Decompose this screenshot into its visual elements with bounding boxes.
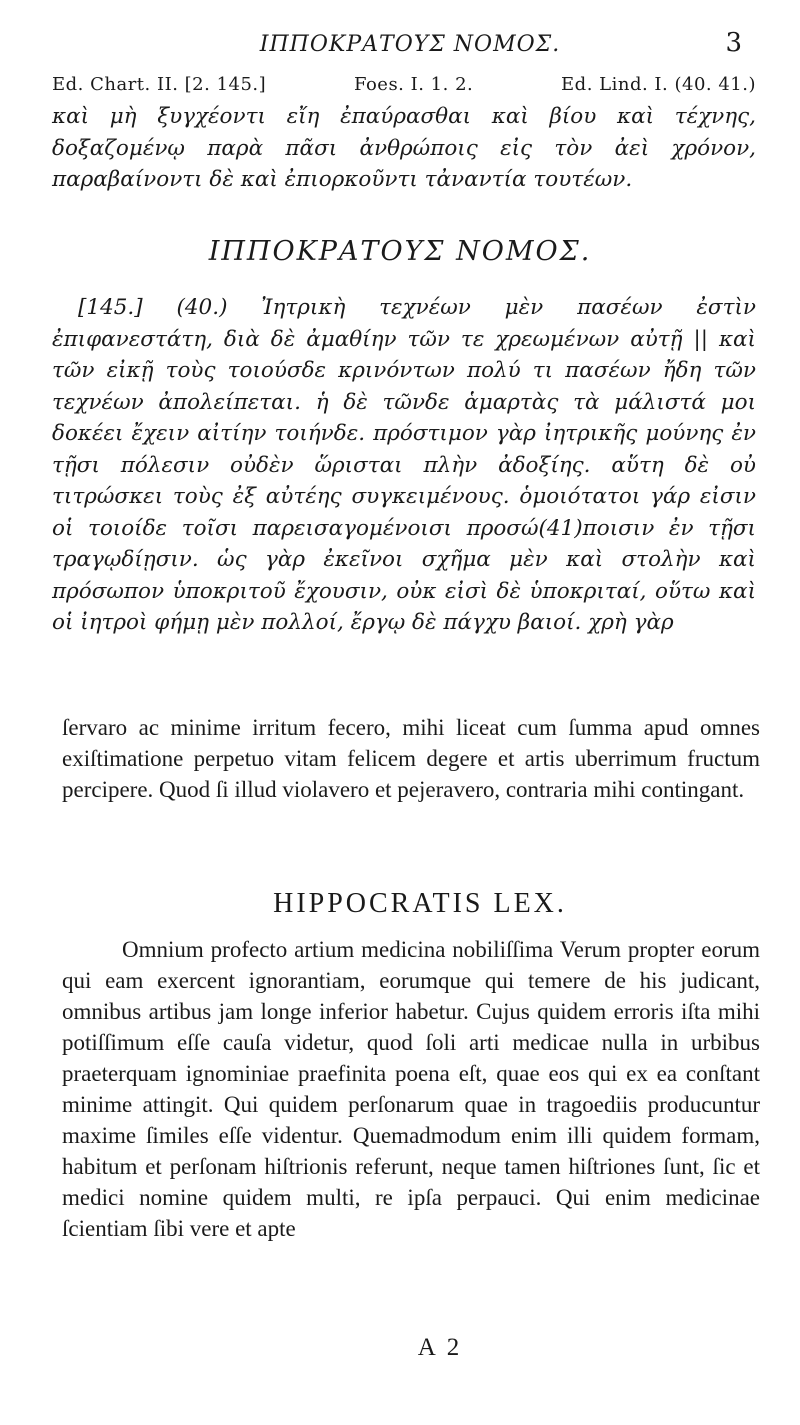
latin-heading: HIPPOCRATIS LEX. [273, 888, 567, 919]
latin-lex-text [62, 934, 760, 1244]
greek-nomos-paragraph: [145.] (40.) Ἰητρικὴ τεχνέων μὲν πασέων ἐστὶν ἐπιφανεστάτη, διὰ δὲ ἀμαθίην τῶν τε χρεωμένων αὐτῇ || καὶ τῶν εἰκῇ τοὺς τοιούσδε κρινόντων πολύ τι πασέων ἤδη τῶν τεχνέων ἀπολείπεται. ἡ δὲ τῶνδε ἁμαρτὰς τὰ μάλιστά μοι δοκέει ἔχειν αἰτίην τοιήνδε. πρόστιμον γὰρ ἰητρικῆς μούνης ἐν τῇσι πόλεσιν οὐδὲν ὥρισται πλὴν ἀδοξίης. αὕτη δὲ οὐ τιτρώσκει τοὺς ἐξ αὐτέης συγκειμένους. ὁμοιότατοι γάρ εἰσιν οἱ τοιοίδε τοῖσι παρεισαγομένοισι προσώ(41)ποισιν ἐν τῇσι τραγῳδίῃσιν. ὡς γὰρ ἐκεῖνοι σχῆμα μὲν καὶ στολὴν καὶ πρόσωπον ὑποκριτοῦ ἔχουσιν, οὐκ εἰσὶ δὲ ὑποκριταί, οὕτω καὶ οἱ ἰητροὶ φήμῃ μὲν πολλοί, ἔργῳ δὲ πάγχυ βαιοί. χρὴ γὰρ [52, 295, 756, 635]
edition-lind: Ed. Lind. I. (40. 41.) [561, 74, 756, 95]
greek-oath-paragraph: καὶ μὴ ξυγχέοντι εἴη ἐπαύρασθαι καὶ βίου καὶ τέχνης, δοξαζομένῳ παρὰ πᾶσι ἀνθρώποις εἰς τὸν ἀεὶ χρόνον, παραβαίνοντι δὲ καὶ ἐπιορκοῦντι τἀναντία τουτέων. [52, 104, 756, 192]
latin-lex-paragraph: Omnium profecto artium medicina nobiliſſima Verum propter eorum qui eam exercent ignorantiam, eorumque qui temere de his judicant, omnibus artibus jam longe inferior habetur. Cujus quidem erroris iſta mihi potiſſimum eſſe cauſa videtur, quod ſoli arti medicae nulla in urbibus praeterquam ignominiae praefinita poena eſt, quae eos qui ex ea conſtant minime attingit. Qui quidem perſonarum quae in tragoediis producuntur maxime ſimiles eſſe videntur. Quemadmodum enim illi quidem formam, habitum et perſonam hiſtrionis referunt, neque tamen hiſtriones ſunt, ſic et medici nomine quidem multi, re ipſa perpauci. Qui enim medicinae ſcientiam ſibi vere et apte [62, 937, 760, 1241]
running-head [0, 28, 800, 64]
latin-oath-paragraph: ſervaro ac minime irritum fecero, mihi liceat cum ſumma apud omnes exiſtimatione perpetuo vitam felicem degere et artis uberrimum fructum percipere. Quod ſi illud violavero et pejeravero, contraria mihi contingant. [62, 715, 760, 802]
edition-foes: Foes. I. 1. 2. [353, 74, 474, 95]
greek-oath-end [52, 101, 756, 196]
running-title: ΙΠΠΟΚΡΑΤΟΥΣ ΝΟΜΟΣ. [259, 32, 561, 57]
latin-oath-end [62, 712, 760, 805]
page-number: 3 [725, 28, 742, 58]
edition-references [52, 74, 756, 95]
greek-heading: ΙΠΠΟΚΡΑΤΟΥΣ ΝΟΜΟΣ. [208, 236, 592, 267]
edition-chart: Ed. Chart. II. [2. 145.] [52, 74, 267, 95]
greek-nomos-text [52, 292, 756, 639]
printer-signature: A 2 [417, 1334, 463, 1361]
